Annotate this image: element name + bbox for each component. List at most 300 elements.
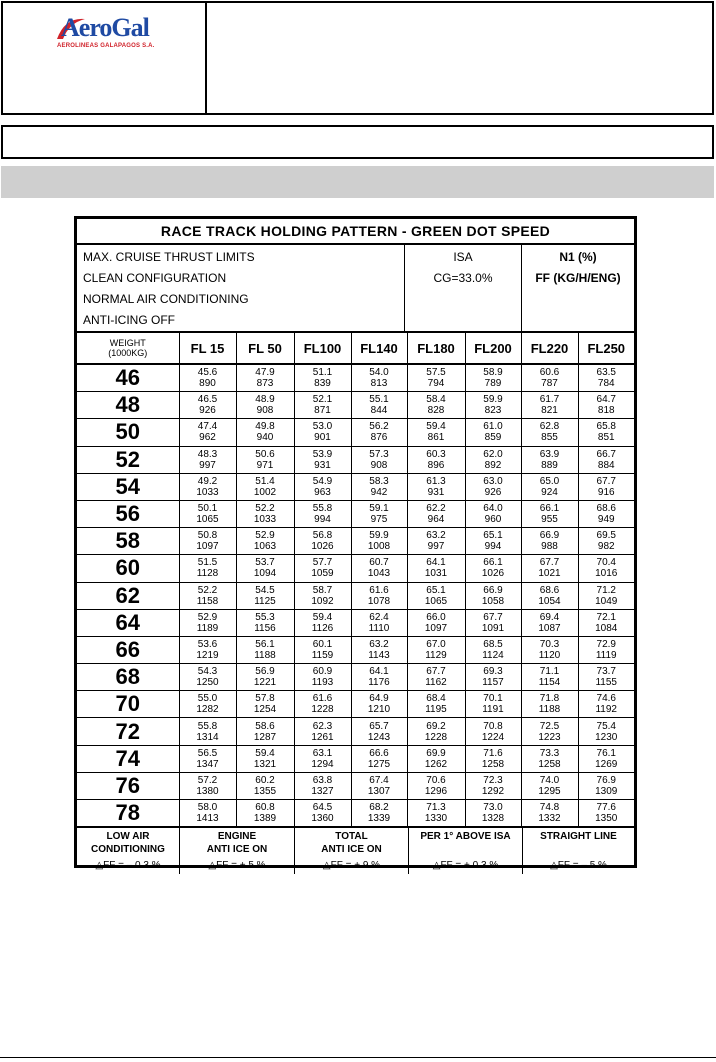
table-cell [578,745,634,772]
table-row [77,582,634,609]
correction-cell [408,828,522,874]
table-cell [578,528,634,555]
chart-title: RACE TRACK HOLDING PATTERN - GREEN DOT SPEED [77,219,634,245]
table-cell [578,664,634,691]
ff-value: 1162 [425,677,447,689]
n1-value: 53.9 [312,448,333,460]
flight-level-header: FL 50 [236,333,294,364]
weight-value: 50 [77,419,179,446]
ff-value: 1126 [311,622,334,634]
table-cell [465,528,521,555]
weight-value: 76 [77,772,179,799]
ff-value: 1124 [482,649,504,661]
n1-value: 54.0 [369,367,389,379]
ff-value: 1254 [253,704,277,716]
n1-value: 61.6 [369,584,389,596]
ff-value: 1054 [538,595,561,607]
table-cell [351,691,407,718]
weight-value: 66 [77,636,179,663]
table-cell [351,582,407,609]
n1-value: 72.9 [596,638,616,650]
ff-value: 1287 [253,731,277,743]
table-cell [351,745,407,772]
n1-value: 68.6 [539,584,560,596]
table-row [77,473,634,500]
performance-table [77,333,634,827]
table-cell [294,500,351,527]
table-cell [521,772,578,799]
table-cell [179,609,236,636]
n1-value: 48.9 [255,394,275,406]
n1-label: N1 (%) [559,250,597,264]
n1-value: 68.6 [596,503,616,515]
ff-value: 813 [370,378,388,390]
n1-value: 68.2 [369,802,389,814]
n1-value: 76.1 [596,747,616,759]
table-row [77,500,634,527]
table-cell [578,609,634,636]
ff-value: 787 [541,378,558,390]
n1-value: 63.9 [539,448,560,460]
n1-value: 64.9 [369,693,389,705]
correction-label: STRAIGHT LINE [540,831,617,843]
weight-value: 64 [77,609,179,636]
ff-value: 1059 [311,568,334,580]
correction-value: △FF = + 5 % [208,860,266,872]
n1-value: 60.6 [539,367,560,379]
table-cell [465,555,521,582]
table-cell [578,555,634,582]
ff-value: 1330 [424,813,448,825]
table-cell [294,555,351,582]
table-cell [407,555,465,582]
n1-value: 70.3 [539,638,560,650]
n1-value: 53.7 [255,557,275,569]
table-cell [578,364,634,392]
n1-value: 63.5 [596,367,616,379]
n1-value: 63.1 [312,747,333,759]
table-cell [179,364,236,392]
table-cell [465,609,521,636]
table-cell [179,691,236,718]
n1-value: 56.5 [197,747,218,759]
table-cell [465,718,521,745]
n1-value: 54.5 [255,584,275,596]
table-cell [351,636,407,663]
ff-value: 1332 [538,813,561,825]
ff-value: 1043 [367,568,391,580]
legend-cell [522,245,634,331]
table-cell [351,500,407,527]
n1-value: 71.3 [426,802,446,814]
correction-cell [77,828,179,874]
ff-value: 955 [541,514,558,526]
holding-pattern-chart [74,216,637,872]
condition-4: ANTI-ICING OFF [83,313,175,327]
table-cell [294,446,351,473]
table-cell [521,609,578,636]
n1-value: 72.1 [596,611,616,623]
condition-3: NORMAL AIR CONDITIONING [83,292,249,306]
table-cell [236,392,294,419]
n1-value: 53.0 [312,421,333,433]
table-cell [465,772,521,799]
ff-value: 1058 [481,595,505,607]
ff-value: 855 [541,432,558,444]
ff-value: 1031 [424,568,448,580]
n1-value: 63.0 [483,475,503,487]
table-cell [465,582,521,609]
table-cell [578,500,634,527]
ff-value: 949 [597,514,615,526]
weight-header-line2: (1000KG) [108,348,148,358]
n1-value: 67.7 [539,557,560,569]
ff-value: 1092 [311,595,334,607]
header-strip [1,125,714,159]
ff-value: 889 [541,459,558,471]
table-cell [407,691,465,718]
ff-value: 1033 [253,514,277,526]
ff-value: 1380 [196,785,219,797]
table-cell [407,500,465,527]
table-cell [521,582,578,609]
table-cell [407,392,465,419]
table-cell [465,473,521,500]
ff-value: 964 [427,514,445,526]
table-row [77,528,634,555]
table-cell [294,691,351,718]
ff-value: 1296 [424,785,448,797]
ff-value: 1350 [595,813,618,825]
table-cell [521,718,578,745]
table-row [77,609,634,636]
ff-value: 926 [484,486,502,498]
ff-value: 892 [484,459,502,471]
n1-value: 60.9 [312,666,333,678]
ff-value: 823 [484,405,502,417]
table-cell [294,772,351,799]
ff-value: 789 [484,378,502,390]
ff-value: 1230 [595,731,618,743]
weight-value: 58 [77,528,179,555]
table-cell [294,745,351,772]
table-row [77,718,634,745]
flight-level-header: FL140 [351,333,407,364]
ff-value: 1282 [196,704,219,716]
table-cell [294,664,351,691]
ff-value: 876 [370,432,388,444]
n1-value: 67.0 [426,638,446,650]
ff-value: 960 [484,514,502,526]
ff-value: 1188 [254,649,276,661]
ff-value: 901 [314,432,331,444]
ff-value: 818 [597,405,615,417]
n1-value: 52.1 [312,394,333,406]
table-cell [521,446,578,473]
weight-value: 70 [77,691,179,718]
ff-value: 1292 [481,785,505,797]
n1-value: 55.8 [197,720,218,732]
table-cell [179,446,236,473]
ff-value: 1210 [367,704,391,716]
ff-value: 1258 [481,758,505,770]
correction-label: PER 1° ABOVE ISA [420,831,511,843]
ff-value: 1224 [481,731,505,743]
ff-value: 1294 [311,758,334,770]
ff-value: 1125 [254,595,276,607]
table-cell [407,664,465,691]
ff-value: 1176 [368,677,390,689]
table-cell [179,555,236,582]
table-cell [236,609,294,636]
n1-value: 60.8 [255,802,275,814]
table-cell [294,364,351,392]
correction-value: △FF = + 9 % [322,860,381,872]
table-cell [578,582,634,609]
ff-value: 861 [427,432,445,444]
table-cell [179,636,236,663]
ff-value: 1258 [538,758,561,770]
table-row [77,636,634,663]
n1-value: 61.0 [483,421,503,433]
correction-cell [522,828,634,874]
n1-value: 50.6 [255,448,275,460]
weight-value: 78 [77,800,179,827]
n1-value: 50.1 [197,503,218,515]
flight-level-header: FL220 [521,333,578,364]
n1-value: 54.9 [312,475,333,487]
table-cell [179,473,236,500]
ff-value: 942 [370,486,388,498]
n1-value: 53.6 [197,638,218,650]
table-cell [578,691,634,718]
table-row [77,800,634,827]
table-cell [465,691,521,718]
ff-value: 1097 [424,622,448,634]
table-cell [465,392,521,419]
table-cell [294,718,351,745]
n1-value: 58.4 [426,394,446,406]
n1-value: 71.8 [539,693,560,705]
n1-value: 61.6 [312,693,333,705]
corrections-footer [77,827,634,874]
table-row [77,745,634,772]
ff-value: 997 [427,541,445,553]
weight-value: 48 [77,392,179,419]
table-cell [521,473,578,500]
n1-value: 55.0 [197,693,218,705]
table-cell [465,500,521,527]
weight-value: 46 [77,364,179,392]
n1-value: 74.6 [596,693,616,705]
table-cell [351,800,407,827]
ff-value: 1026 [311,541,334,553]
condition-2: CLEAN CONFIGURATION [83,271,227,285]
n1-value: 59.4 [312,611,333,623]
n1-value: 69.3 [483,666,503,678]
n1-value: 69.5 [596,530,616,542]
n1-value: 62.2 [426,503,446,515]
correction-label: ANTI ICE ON [206,844,268,856]
ff-value: 1049 [595,595,618,607]
table-cell [407,800,465,827]
weight-value: 72 [77,718,179,745]
n1-value: 72.3 [483,774,503,786]
ff-value: 1347 [196,758,219,770]
table-cell [521,500,578,527]
ff-value: 821 [541,405,558,417]
table-cell [236,500,294,527]
n1-value: 76.9 [596,774,616,786]
table-cell [179,500,236,527]
table-cell [236,555,294,582]
n1-value: 59.4 [255,747,275,759]
n1-value: 58.9 [483,367,503,379]
ff-value: 982 [597,541,615,553]
ff-value: 1309 [595,785,618,797]
logo-name: AeroGal [61,13,149,42]
n1-value: 57.7 [312,557,333,569]
n1-value: 58.3 [369,475,389,487]
correction-value: △FF = + 0.3 % [432,860,499,872]
n1-value: 58.0 [197,802,218,814]
ff-value: 859 [484,432,502,444]
ff-value: 1097 [196,541,219,553]
n1-value: 66.7 [596,448,616,460]
table-cell [294,419,351,446]
n1-value: 65.8 [596,421,616,433]
n1-value: 77.6 [596,802,616,814]
table-cell [236,582,294,609]
ff-value: 1360 [311,813,334,825]
table-cell [179,664,236,691]
n1-value: 73.7 [596,666,616,678]
table-cell [465,446,521,473]
ff-value: 1091 [481,622,505,634]
table-cell [407,446,465,473]
n1-value: 58.6 [255,720,275,732]
table-cell [179,745,236,772]
ff-value: 1193 [311,677,334,689]
table-cell [351,772,407,799]
n1-value: 60.3 [426,448,446,460]
weight-value: 68 [77,664,179,691]
ff-value: 1314 [196,731,219,743]
ff-value: 1221 [253,677,277,689]
table-cell [407,745,465,772]
ff-label: FF (KG/H/ENG) [535,271,621,285]
table-cell [521,392,578,419]
ff-value: 1223 [538,731,561,743]
ff-value: 1243 [367,731,391,743]
table-cell [465,636,521,663]
table-cell [407,528,465,555]
n1-value: 69.2 [426,720,446,732]
n1-value: 49.2 [197,475,218,487]
table-cell [578,800,634,827]
weight-value: 52 [77,446,179,473]
ff-value: 962 [199,432,216,444]
correction-label: ANTI ICE ON [321,844,382,856]
ff-value: 844 [370,405,388,417]
table-cell [578,446,634,473]
ff-value: 896 [427,459,445,471]
n1-value: 64.5 [312,802,333,814]
n1-value: 72.5 [539,720,560,732]
ff-value: 1157 [482,677,504,689]
n1-value: 65.1 [483,530,503,542]
n1-value: 57.3 [369,448,389,460]
table-cell [465,745,521,772]
table-cell [179,392,236,419]
table-cell [407,772,465,799]
ff-value: 1128 [196,568,219,580]
ff-value: 931 [314,459,331,471]
ff-value: 963 [314,486,331,498]
table-cell [294,392,351,419]
ff-value: 1156 [254,622,276,634]
table-cell [578,772,634,799]
flight-level-header: FL250 [578,333,634,364]
table-cell [407,473,465,500]
n1-value: 56.2 [369,421,389,433]
table-cell [236,772,294,799]
table-row [77,446,634,473]
header-title-cell [207,3,712,113]
n1-value: 64.0 [483,503,503,515]
n1-value: 74.8 [539,802,560,814]
n1-value: 54.3 [197,666,218,678]
ff-value: 828 [427,405,445,417]
ff-value: 924 [541,486,558,498]
ff-value: 873 [256,378,274,390]
n1-value: 60.2 [255,774,275,786]
ff-value: 1275 [367,758,391,770]
table-cell [465,419,521,446]
n1-value: 67.7 [426,666,446,678]
n1-value: 56.1 [255,638,275,650]
cg-label: CG=33.0% [433,271,493,285]
table-cell [521,528,578,555]
table-cell [521,364,578,392]
table-cell [236,691,294,718]
ff-value: 1154 [538,677,561,689]
table-cell [179,419,236,446]
ff-value: 1065 [196,514,219,526]
n1-value: 64.7 [596,394,616,406]
n1-value: 71.6 [483,747,503,759]
n1-value: 70.1 [483,693,503,705]
ff-value: 975 [370,514,388,526]
n1-value: 52.9 [197,611,218,623]
n1-value: 55.8 [312,503,333,515]
n1-value: 66.1 [483,557,503,569]
ff-value: 971 [256,459,274,471]
weight-value: 62 [77,582,179,609]
n1-value: 46.5 [197,394,218,406]
table-cell [236,636,294,663]
table-cell [407,718,465,745]
ff-value: 1191 [482,704,504,716]
ff-value: 1159 [311,649,334,661]
correction-value: △FF = – 5 % [550,860,607,872]
n1-value: 73.0 [483,802,503,814]
n1-value: 59.4 [426,421,446,433]
table-row [77,691,634,718]
ff-value: 1250 [196,677,219,689]
table-cell [465,800,521,827]
table-cell [236,664,294,691]
